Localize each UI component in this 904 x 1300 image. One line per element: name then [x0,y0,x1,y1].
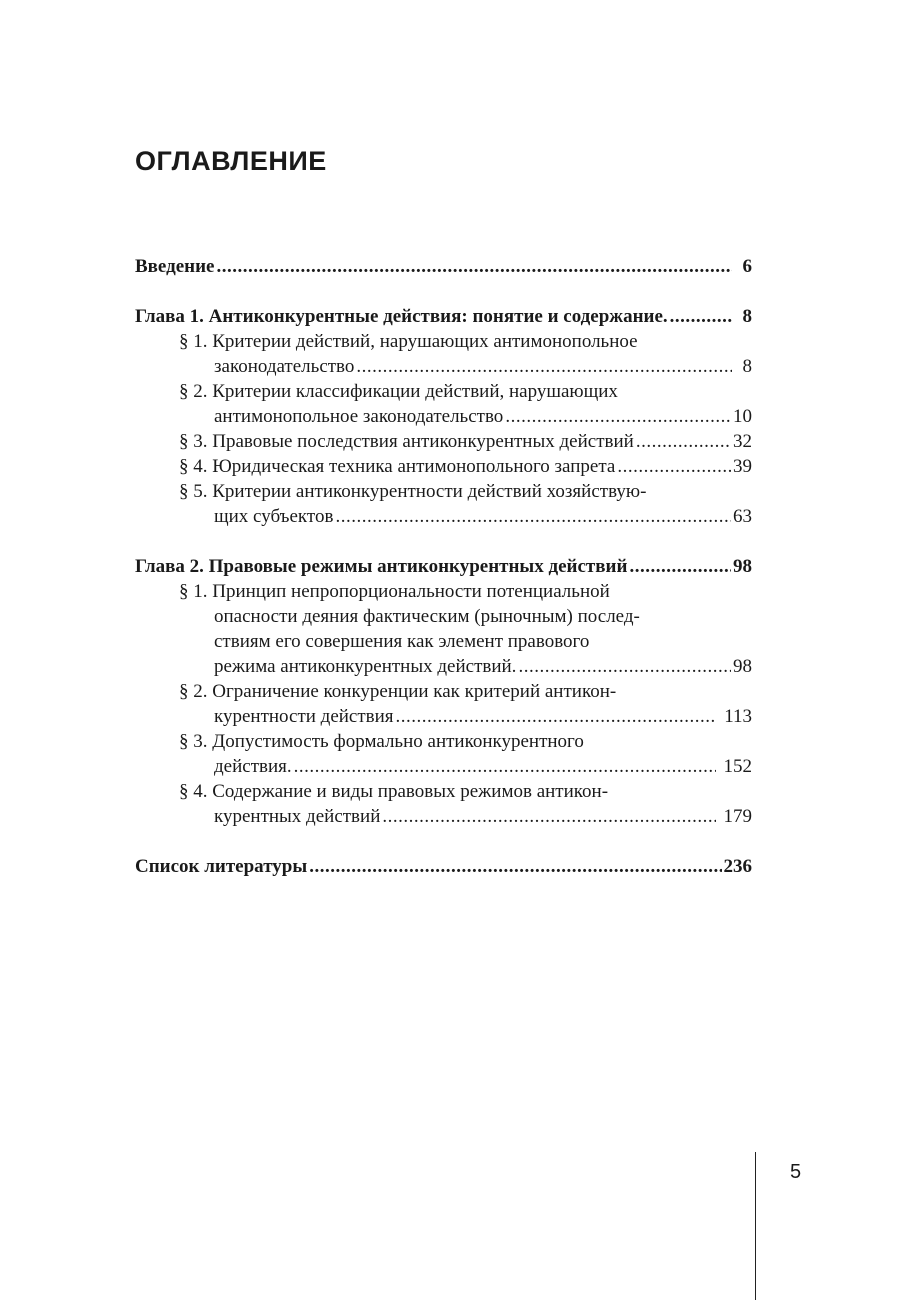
toc-entry-label: § 3. Допустимость формально антиконкурентного [179,731,584,752]
toc-entry-ch2-section-1-cont[interactable] [135,604,752,629]
toc-entry-label: действия. [214,756,292,777]
toc-page-number: 98 [733,556,752,577]
toc-entry-ch1-section-2[interactable] [135,379,752,404]
toc-entry-ch2-section-4-cont[interactable] [135,804,752,829]
toc-entry-chapter-2[interactable] [135,554,752,579]
toc-entry-label: ствиям его совершения как элемент правового [214,631,590,652]
dot-leader [217,254,733,279]
toc-entry-ch2-section-4[interactable] [135,779,752,804]
toc-entry-ch1-section-5-cont[interactable] [135,504,752,529]
toc-page-number: 179 [723,806,752,827]
toc-entry-label: § 1. Критерии действий, нарушающих антимонопольное [179,331,638,352]
dot-leader [670,304,732,329]
toc-entry-ch2-section-1[interactable] [135,579,752,604]
dot-leader [518,654,731,679]
toc-entry-ch2-section-1-cont[interactable] [135,629,752,654]
toc-entry-label: § 2. Критерии классификации действий, нарушающих [179,381,618,402]
toc-entry-label: Список литературы [135,856,308,877]
toc-page-number: 32 [733,431,752,452]
toc-entry-label: § 3. Правовые последствия антиконкурентных действий [179,431,634,452]
toc-entry-ch2-section-2[interactable] [135,679,752,704]
toc-entry-ch1-section-1[interactable] [135,329,752,354]
page-number: 5 [790,1161,802,1183]
dot-leader [356,354,732,379]
toc-page-number: 8 [742,356,752,377]
toc-entry-label: законодательство [214,356,355,377]
toc-page-number: 236 [723,856,752,877]
toc-entry-ch1-section-4[interactable] [135,454,752,479]
toc-page-number: 98 [733,656,752,677]
toc-entry-label: антимонопольное законодательство [214,406,504,427]
toc-entry-label: Введение [135,256,215,277]
toc-entry-label: § 2. Ограничение конкуренции как критерий антикон- [179,681,617,702]
dot-leader [617,454,731,479]
toc-page-number: 39 [733,456,752,477]
toc-entry-bibliography[interactable] [135,854,752,879]
toc-entry-introduction[interactable] [135,254,752,279]
toc-entry-ch2-section-3[interactable] [135,729,752,754]
toc-entry-label: Глава 2. Правовые режимы антиконкурентных действий [135,556,628,577]
dot-leader [294,754,716,779]
toc-entry-label: § 5. Критерии антиконкурентности действий хозяйствую- [179,481,647,502]
dot-leader [396,704,716,729]
toc-entry-label: опасности деяния фактическим (рыночным) послед- [214,606,640,627]
dot-leader [382,804,716,829]
toc-entry-label: режима антиконкурентных действий. [214,656,517,677]
toc-entry-label: курентных действий [214,806,381,827]
toc-page-number: 8 [742,306,752,327]
toc-page-number: 63 [733,506,752,527]
dot-leader [335,504,731,529]
toc-entry-ch2-section-1-cont[interactable] [135,654,752,679]
table-of-contents [135,254,752,879]
toc-entry-ch1-section-5[interactable] [135,479,752,504]
toc-entry-chapter-1[interactable] [135,304,752,329]
page-margin-rule [755,1152,756,1300]
dot-leader [505,404,731,429]
page-title: ОГЛАВЛЕНИЕ [135,146,327,176]
toc-page-number: 6 [742,256,752,277]
toc-entry-label: щих субъектов [214,506,334,527]
toc-entry-ch2-section-2-cont[interactable] [135,704,752,729]
toc-entry-label: курентности действия [214,706,394,727]
toc-entry-label: § 4. Содержание и виды правовых режимов антикон- [179,781,609,802]
toc-entry-label: § 1. Принцип непропорциональности потенциальной [179,581,610,602]
toc-entry-ch1-section-3[interactable] [135,429,752,454]
toc-page-number: 10 [733,406,752,427]
toc-entry-label: Глава 1. Антиконкурентные действия: понятие и содержание. [135,306,668,327]
toc-page-number: 113 [724,706,752,727]
dot-leader [629,554,731,579]
toc-page-number: 152 [723,756,752,777]
toc-entry-ch1-section-1-cont[interactable] [135,354,752,379]
toc-entry-label: § 4. Юридическая техника антимонопольного запрета [179,456,616,477]
dot-leader [309,854,721,879]
toc-entry-ch1-section-2-cont[interactable] [135,404,752,429]
dot-leader [636,429,731,454]
toc-entry-ch2-section-3-cont[interactable] [135,754,752,779]
